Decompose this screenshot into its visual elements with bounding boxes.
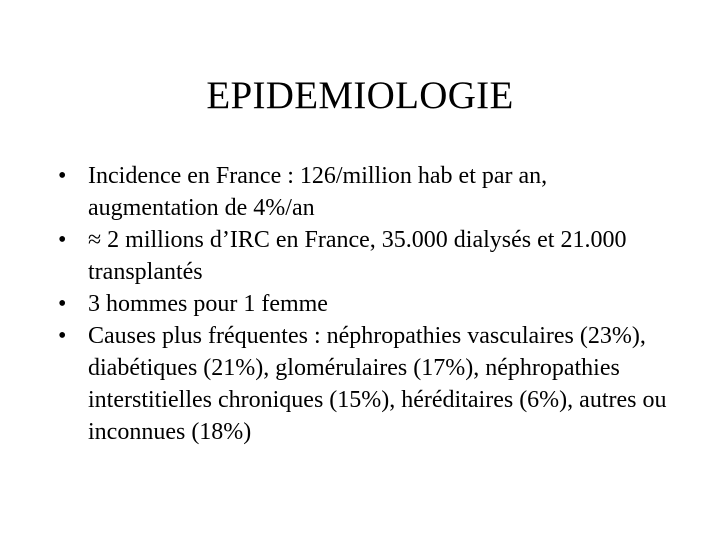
bullet-dot-icon: •: [58, 227, 67, 253]
bullet-dot-icon: •: [58, 323, 67, 349]
bullet-dot-icon: •: [58, 163, 67, 189]
bullet-item-sex-ratio: [58, 288, 668, 320]
bullet-text: Causes plus fréquentes : néphropathies vasculaires (23%), diabétiques (21%), glomérulaires (17%), néphropathies interstitielles chroniques (15%), héréditaires (6%), autres ou inconnues (18%): [88, 323, 667, 445]
bullet-item-prevalence: [58, 224, 668, 288]
bullet-text: Incidence en France : 126/million hab et par an, augmentation de 4%/an: [88, 163, 548, 221]
slide-title: EPIDEMIOLOGIE: [206, 74, 514, 117]
bullet-item-incidence: [58, 160, 668, 224]
bullet-list: [58, 160, 668, 448]
bullet-text: 3 hommes pour 1 femme: [88, 291, 328, 317]
bullet-dot-icon: •: [58, 291, 67, 317]
bullet-item-causes: [58, 320, 668, 448]
bullet-text: ≈ 2 millions d’IRC en France, 35.000 dialysés et 21.000 transplantés: [88, 227, 627, 285]
